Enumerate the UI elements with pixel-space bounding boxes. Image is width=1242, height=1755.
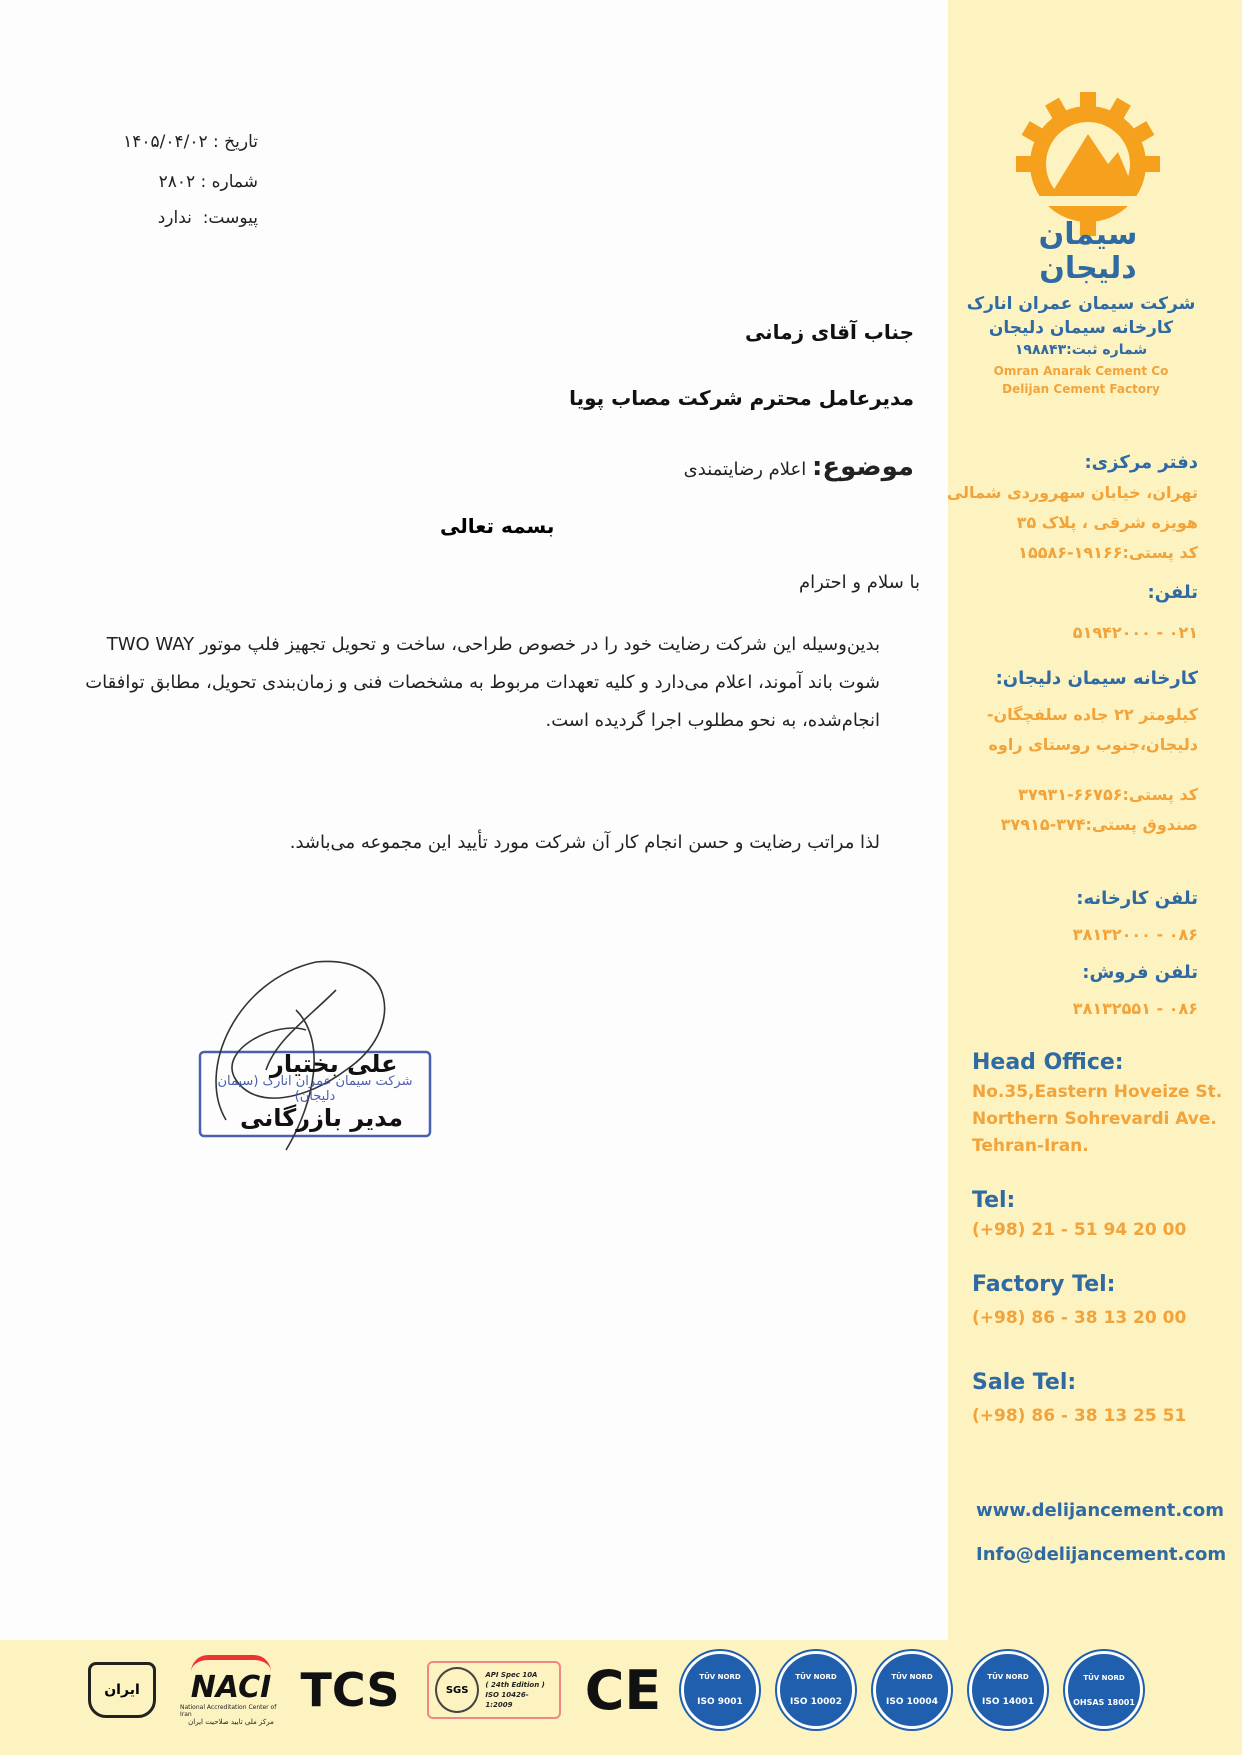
head-office-fa-label: دفتر مرکزی:: [1084, 452, 1198, 473]
factory-tel-en-value: (+98) 86 - 38 13 20 00: [972, 1308, 1187, 1328]
company-name-en: Omran Anarak Cement Co: [993, 364, 1169, 378]
factory-name-en: Delijan Cement Factory: [1002, 382, 1160, 396]
tcs-logo: TCS: [300, 1663, 400, 1717]
addressee-name: جناب آقای زمانی: [744, 320, 914, 344]
tel-en-value: (+98) 21 - 51 94 20 00: [972, 1220, 1187, 1240]
sale-tel-en-label: Sale Tel:: [972, 1370, 1077, 1395]
factory-address-fa-line1: کیلومتر ۲۲ جاده سلفچگان-: [986, 705, 1198, 724]
stamp-text: شرکت سیمان عمران انارک (سیمان دلیجان): [217, 1074, 413, 1104]
tuv-badge-iso9001: [680, 1650, 760, 1730]
factory-name-fa: کارخانه سیمان دلیجان: [988, 318, 1174, 338]
api-sgs-logo: [424, 1650, 564, 1730]
factory-tel-en-label: Factory Tel:: [972, 1272, 1116, 1297]
head-office-fa-line3: کد پستی:۱۹۱۶۶-۱۵۵۸۶: [1018, 543, 1198, 562]
api-sgs-frame: [427, 1661, 561, 1719]
sale-tel-en: [972, 1370, 1186, 1430]
tuv-seal-icon: TÜV NORD ISO 14001: [969, 1651, 1047, 1729]
tel-fa-label: تلفن:: [1147, 582, 1198, 603]
letter-number: شماره : ۲۸۰۲: [158, 172, 258, 192]
letter-subject: [684, 452, 914, 482]
addressee-title: مدیرعامل محترم شرکت مصاب پویا: [569, 386, 914, 410]
factory-tel-en: [972, 1272, 1186, 1332]
greeting: با سلام و احترام: [799, 572, 920, 593]
sales-tel-fa-value: ۰۸۶ - ۳۸۱۳۲۵۵۱: [1072, 999, 1198, 1018]
naci-label: NACI: [190, 1669, 272, 1705]
tel-fa: [1073, 578, 1198, 648]
tuv-seal-icon: TÜV NORD OHSAS 18001: [1065, 1651, 1143, 1729]
sgs-icon: SGS: [435, 1667, 479, 1713]
tuv-seal-icon: TÜV NORD ISO 10002: [777, 1651, 855, 1729]
website-link[interactable]: www.delijancement.com: [976, 1500, 1225, 1521]
tel-en-label: Tel:: [972, 1188, 1016, 1213]
subject-value: اعلام رضایتمندی: [683, 459, 807, 480]
po-box-fa: صندوق پستی:۳۷۴-۳۷۹۱۵: [1000, 815, 1198, 834]
naci-arc-icon: [191, 1655, 271, 1672]
factory-address-fa-line2: دلیجان،جنوب روستای راوه: [988, 735, 1198, 754]
head-office-en-line3: Tehran-Iran.: [972, 1136, 1089, 1156]
tuv-badge-iso10004: [872, 1650, 952, 1730]
company-name-fa: شرکت سیمان عمران انارک: [966, 294, 1196, 314]
head-office-fa-line1: تهران، خیابان سهروردی شمالی: [946, 483, 1198, 502]
tuv-badge-iso10002: [776, 1650, 856, 1730]
tuv-seal-icon: TÜV NORD ISO 9001: [681, 1651, 759, 1729]
logo-text-line1: سیمان: [1038, 217, 1138, 252]
naci-logo: [180, 1650, 282, 1730]
factory-tel-fa: [1073, 884, 1198, 950]
factory-tel-fa-label: تلفن کارخانه:: [1076, 888, 1198, 909]
head-office-fa: [947, 448, 1198, 568]
bismillah: بسمه تعالی: [440, 514, 555, 538]
tel-fa-value: ۰۲۱ - ۵۱۹۴۲۰۰۰: [1072, 623, 1198, 642]
tel-en: [972, 1188, 1186, 1244]
head-office-en-line1: No.35,Eastern Hoveize St.: [972, 1082, 1223, 1102]
factory-tel-fa-value: ۰۸۶ - ۳۸۱۳۲۰۰۰: [1072, 925, 1198, 944]
registration-number: شماره ثبت:۱۹۸۸۴۳: [1014, 342, 1148, 358]
signatory-name: علی بختیار: [270, 1050, 398, 1078]
letter-date: تاریخ : ۱۴۰۵/۰۴/۰۲: [123, 132, 258, 152]
factory-address-fa-label: کارخانه سیمان دلیجان:: [995, 668, 1198, 689]
api-spec-text: API Spec 10A ( 24th Edition ) ISO 10426-1:2009: [485, 1671, 545, 1709]
signatory-title: مدیر بازرگانی: [240, 1104, 403, 1132]
body-line-3: انجام‌شده، به نحو مطلوب اجرا گردیده است.: [545, 710, 880, 731]
email-link[interactable]: Info@delijancement.com: [976, 1544, 1227, 1565]
delijan-cement-logo: [1008, 84, 1168, 284]
head-office-en-line2: Northern Sohrevardi Ave.: [972, 1109, 1217, 1129]
sales-tel-fa-label: تلفن فروش:: [1082, 962, 1198, 983]
body-line-1: بدین‌وسیله این شرکت رضایت خود را در خصوص طراحی، ساخت و تحویل تجهیز فلپ موتور TWO WAY: [106, 634, 880, 655]
letter-body: [40, 626, 880, 740]
sale-tel-en-value: (+98) 86 - 38 13 25 51: [972, 1406, 1187, 1426]
ce-mark-icon: CE: [584, 1658, 662, 1722]
naci-fa: مرکز ملی تایید صلاحیت ایران: [188, 1717, 274, 1726]
sales-tel-fa: [1073, 958, 1198, 1024]
iran-standard-logo: [86, 1650, 158, 1730]
head-office-en-label: Head Office:: [972, 1050, 1124, 1075]
closing-line: لذا مراتب رضایت و حسن انجام کار آن شرکت مورد تأیید این مجموعه می‌باشد.: [289, 832, 880, 853]
letter-attachment: پیوست: ندارد: [157, 208, 258, 228]
postal-code-fa: کد پستی:۶۶۷۵۶-۳۷۹۳۱: [1018, 785, 1198, 804]
body-line-2: شوت باند آموند، اعلام می‌دارد و کلیه تعهدات مربوط به مشخصات فنی و زمان‌بندی تحویل، مطابق توافقات: [85, 672, 880, 693]
tuv-seal-icon: TÜV NORD ISO 10004: [873, 1651, 951, 1729]
head-office-fa-line2: هویزه شرقی ، پلاک ۳۵: [1016, 513, 1198, 532]
head-office-en: [972, 1050, 1222, 1160]
company-names: [964, 294, 1198, 396]
tuv-badge-ohsas18001: [1064, 1650, 1144, 1730]
subject-label: موضوع:: [812, 452, 914, 482]
naci-sub: National Accreditation Center of Iran: [180, 1703, 277, 1718]
iran-standard-icon: ایران: [88, 1662, 156, 1718]
logo-text-line2: دلیجان: [1039, 251, 1137, 284]
factory-address-fa: [987, 664, 1198, 840]
tuv-badge-iso14001: [968, 1650, 1048, 1730]
